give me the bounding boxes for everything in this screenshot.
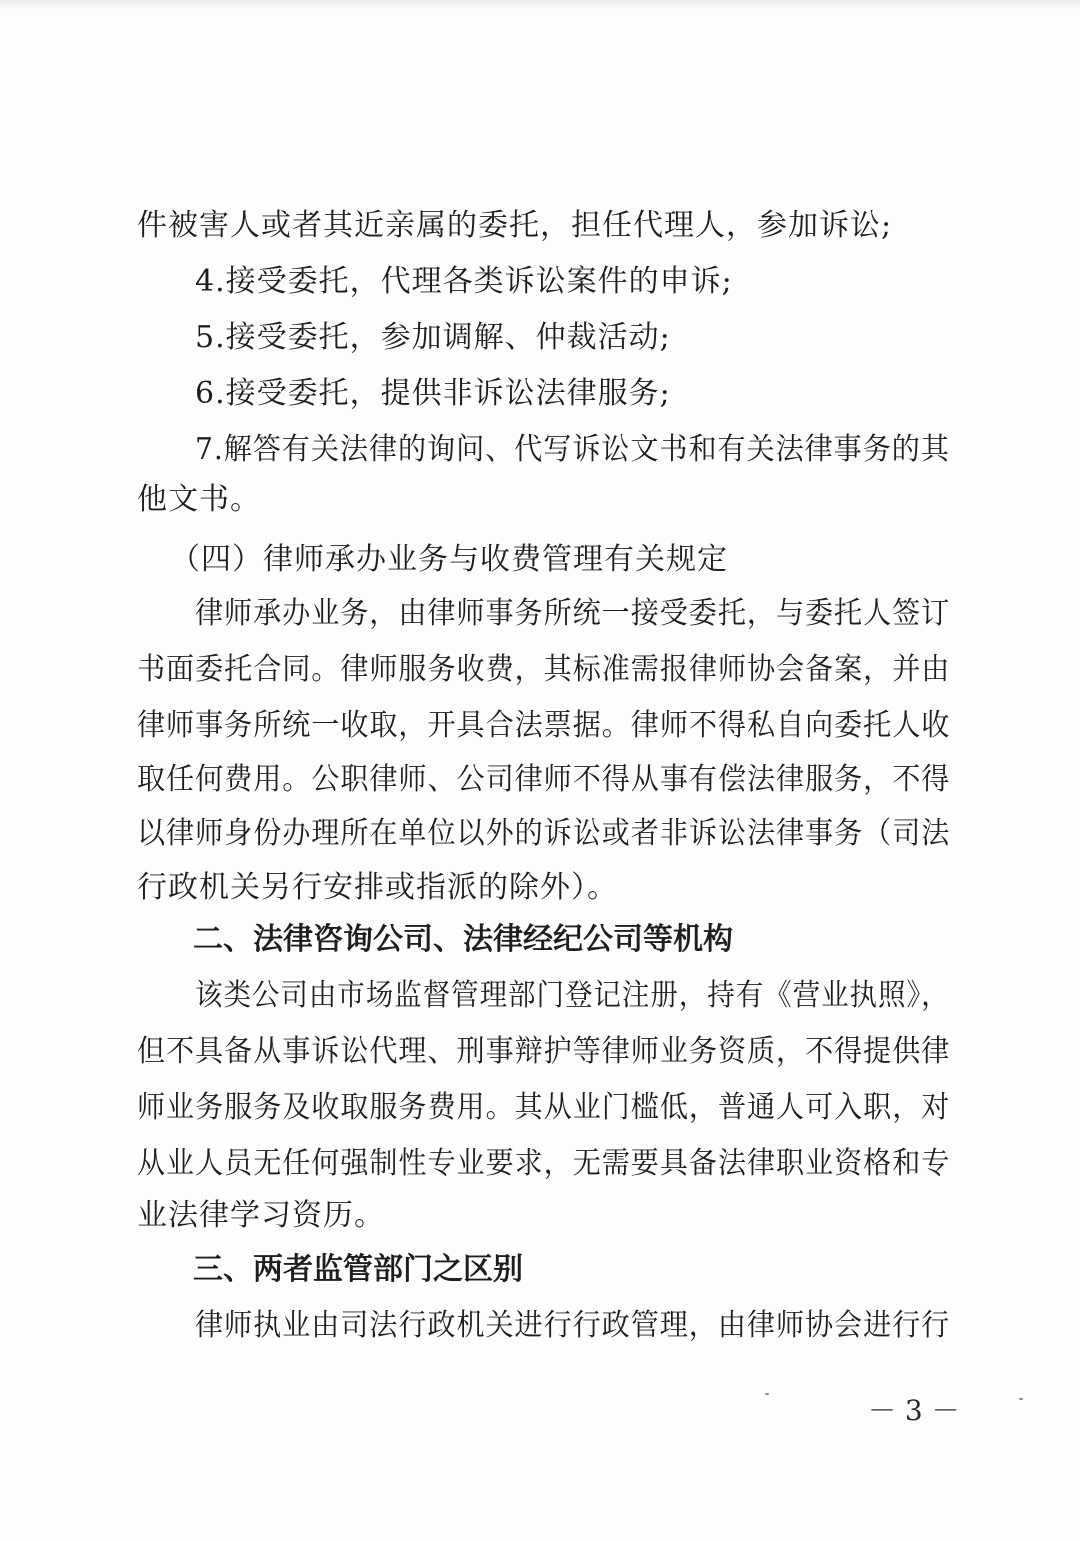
- text-line: 律师承办业务，由律师事务所统一接受委托，与委托人签订: [195, 596, 951, 631]
- text-line: 他文书。: [137, 482, 261, 517]
- section-heading-3: 三、两者监管部门之区别: [193, 1252, 523, 1287]
- text-line: 书面委托合同。律师服务收费，其标准需报律师协会备案，并由: [137, 652, 951, 687]
- list-item-5: 5.接受委托，参加调解、仲裁活动;: [195, 320, 671, 355]
- scan-edge-shadow: [0, 0, 1080, 10]
- text-line: 该类公司由市场监督管理部门登记注册，持有《营业执照》，: [195, 978, 950, 1013]
- list-item-7: 7.解答有关法律的询问、代写诉讼文书和有关法律事务的其: [195, 432, 950, 467]
- list-item-4: 4.接受委托，代理各类诉讼案件的申诉;: [195, 264, 733, 299]
- text-line: 取任何费用。公职律师、公司律师不得从事有偿法律服务，不得: [137, 762, 951, 797]
- text-line: 师业务服务及收取服务费用。其从业门槛低，普通人可入职，对: [137, 1090, 951, 1125]
- text-line: 从业人员无任何强制性专业要求，无需要具备法律职业资格和专: [137, 1146, 951, 1181]
- text-line: 业法律学习资历。: [137, 1198, 385, 1233]
- section-heading-2: 二、法律咨询公司、法律经纪公司等机构: [193, 922, 733, 957]
- text-line: 但不具备从事诉讼代理、刑事辩护等律师业务资质，不得提供律: [137, 1034, 951, 1069]
- scan-speck: [765, 1393, 769, 1395]
- subsection-heading: （四）律师承办业务与收费管理有关规定: [170, 542, 728, 577]
- text-line: 以律师身份办理所在单位以外的诉讼或者非诉讼法律事务（司法: [137, 816, 951, 851]
- page-number: － 3 －: [868, 1394, 960, 1427]
- text-line: 律师执业由司法行政机关进行行政管理，由律师协会进行行: [195, 1308, 951, 1343]
- text-line: 行政机关另行安排或指派的除外）。: [137, 870, 618, 905]
- text-line: 律师事务所统一收取，开具合法票据。律师不得私自向委托人收: [137, 708, 951, 743]
- list-item-6: 6.接受委托，提供非诉讼法律服务;: [195, 376, 671, 411]
- scan-speck: [1019, 1398, 1023, 1400]
- text-line: 件被害人或者其近亲属的委托，担任代理人，参加诉讼;: [137, 208, 893, 243]
